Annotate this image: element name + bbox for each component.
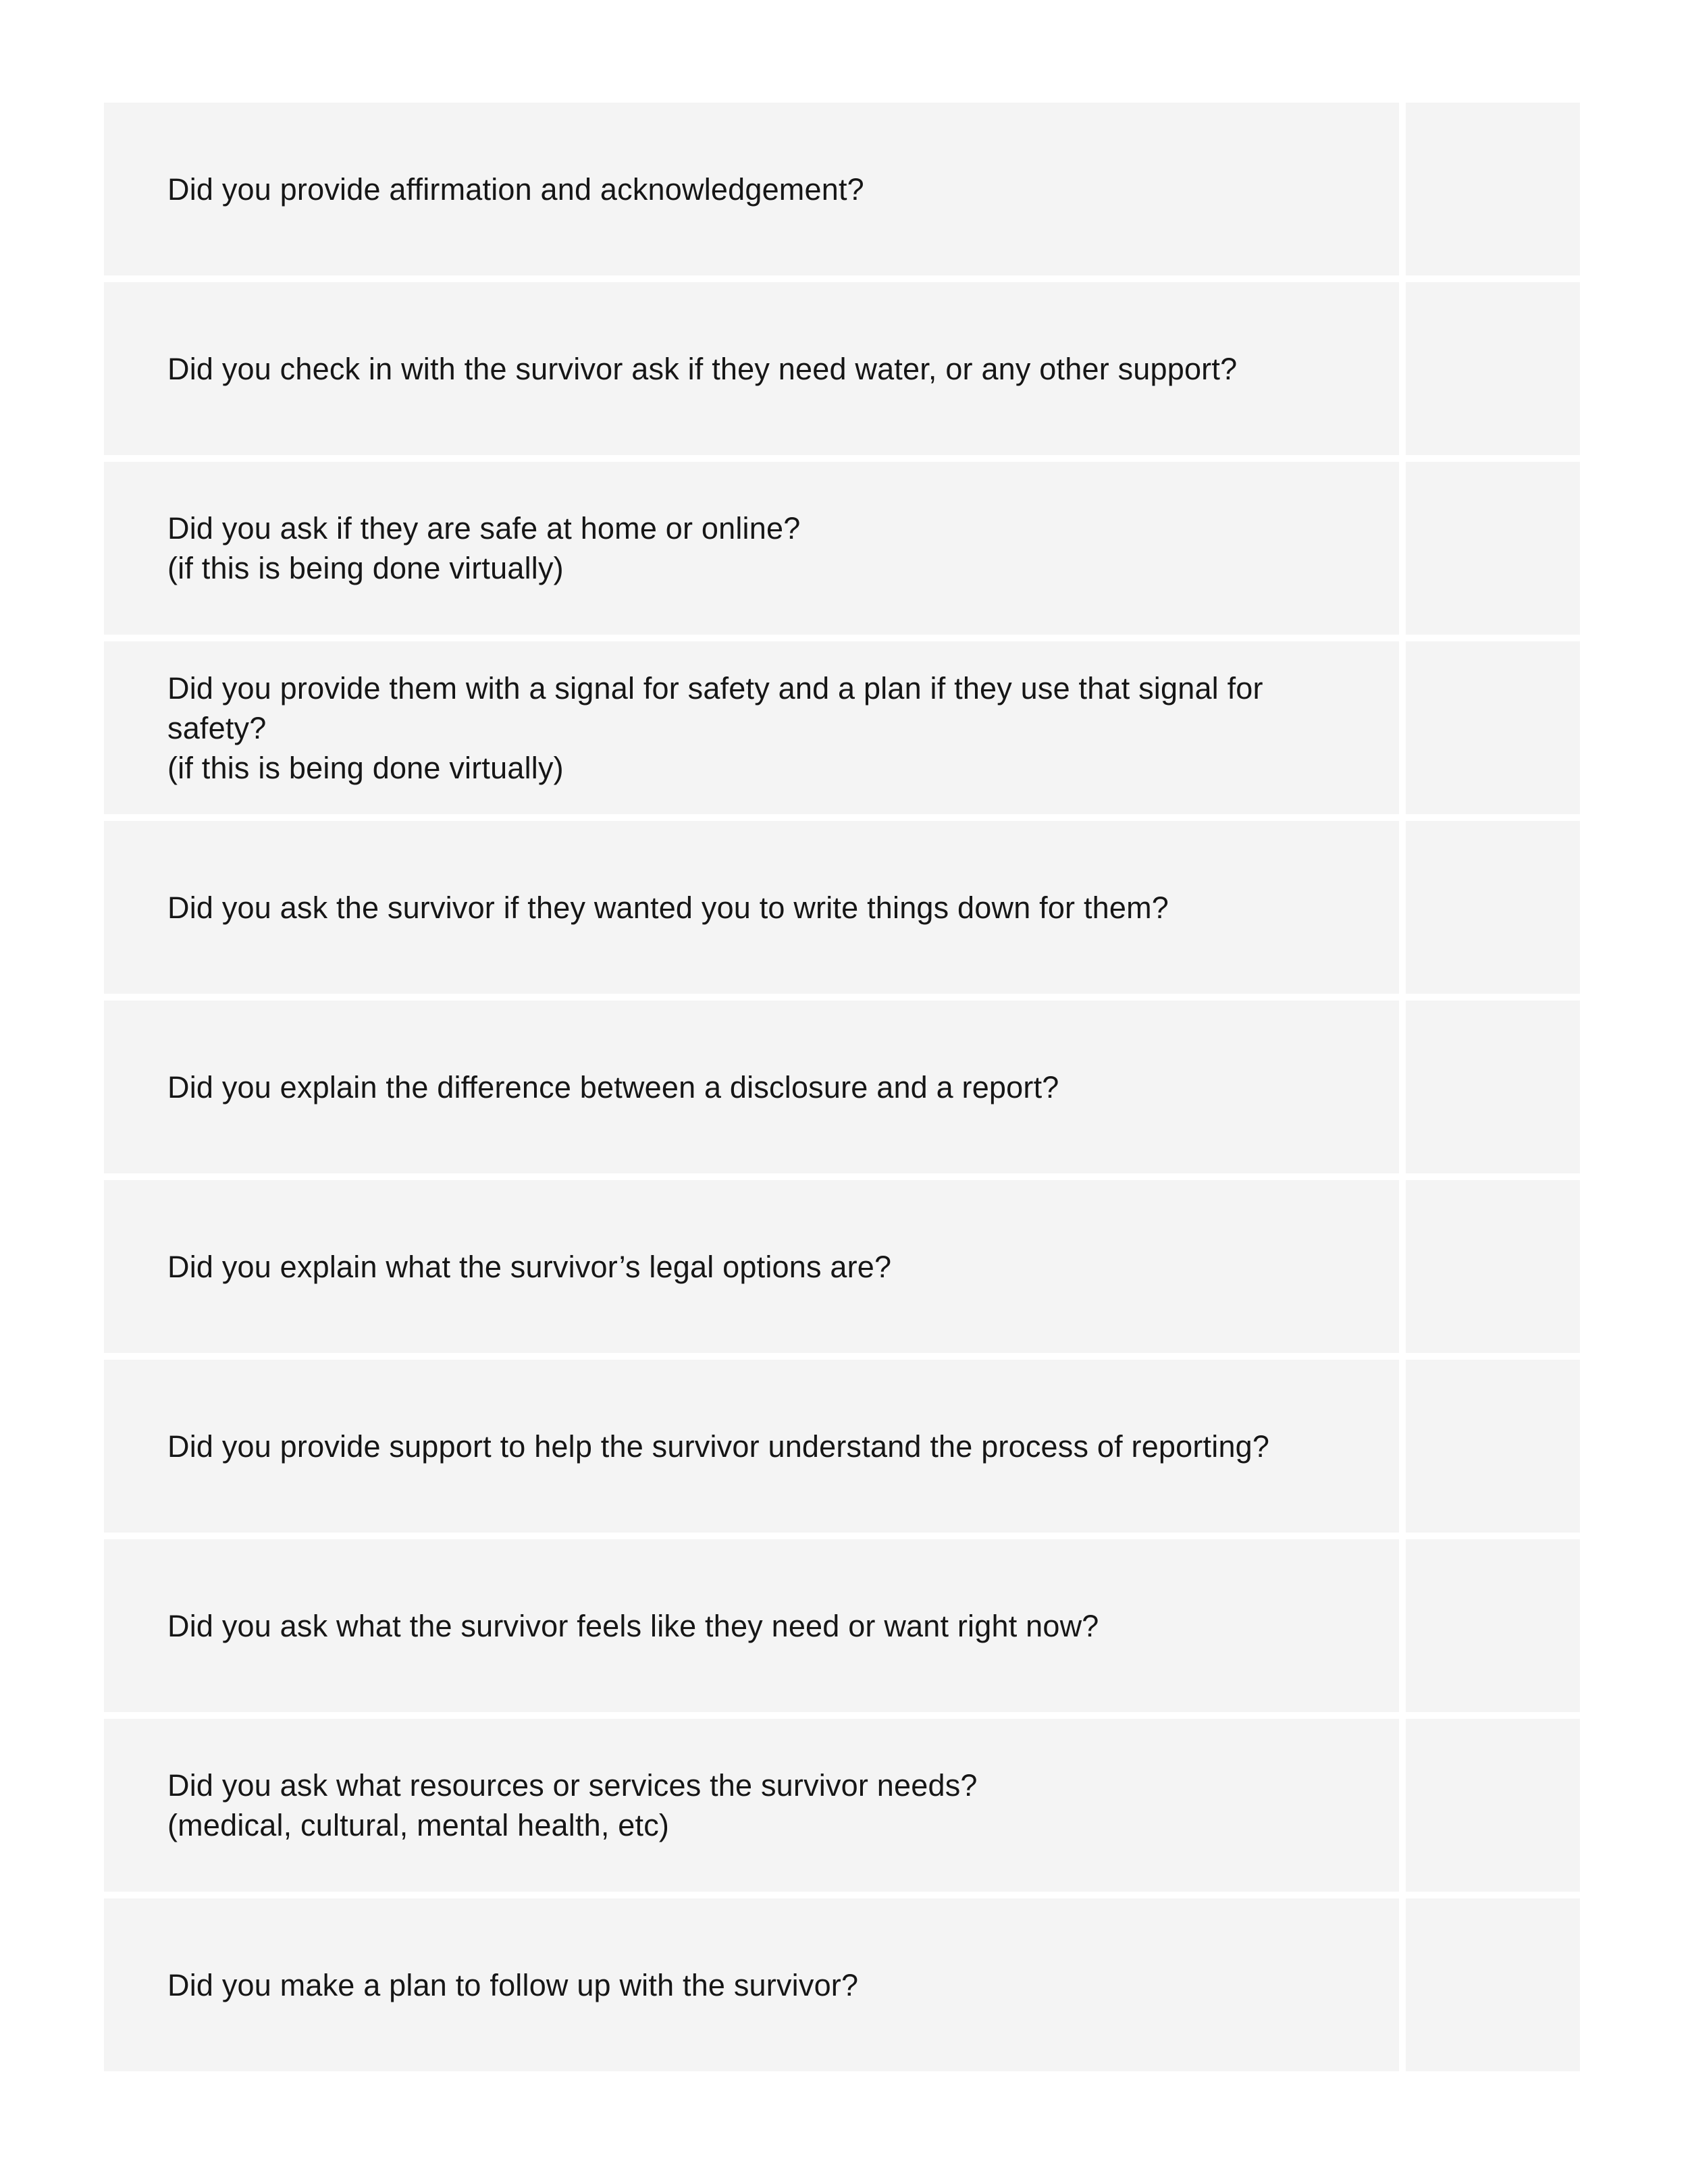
check-cell[interactable]	[1406, 1898, 1580, 2071]
check-cell[interactable]	[1406, 821, 1580, 994]
question-cell	[104, 1180, 1399, 1353]
question-text: Did you provide them with a signal for safety and a plan if they use that signal for safety?	[167, 670, 1263, 745]
check-cell[interactable]	[1406, 1001, 1580, 1173]
check-cell[interactable]	[1406, 103, 1580, 275]
check-cell[interactable]	[1406, 1719, 1580, 1892]
checklist-row	[104, 1898, 1580, 2071]
check-cell[interactable]	[1406, 641, 1580, 814]
question-text: Did you ask the survivor if they wanted you to write things down for them?	[167, 890, 1169, 925]
question-cell	[104, 641, 1399, 814]
question-note: (if this is being done virtually)	[167, 551, 564, 585]
checklist-row	[104, 821, 1580, 994]
question-note: (medical, cultural, mental health, etc)	[167, 1808, 670, 1842]
check-cell[interactable]	[1406, 1539, 1580, 1712]
checklist-table	[104, 103, 1580, 2071]
question-cell	[104, 282, 1399, 455]
question-text: Did you ask what resources or services the survivor needs?	[167, 1768, 978, 1803]
question-text: Did you explain the difference between a disclosure and a report?	[167, 1069, 1059, 1104]
checklist-row	[104, 1001, 1580, 1173]
question-text: Did you ask if they are safe at home or online?	[167, 511, 801, 545]
question-cell	[104, 1719, 1399, 1892]
question-text: Did you make a plan to follow up with the survivor?	[167, 1967, 859, 2002]
checklist-row	[104, 282, 1580, 455]
question-text: Did you provide support to help the survivor understand the process of reporting?	[167, 1429, 1270, 1464]
checklist-row	[104, 1719, 1580, 1892]
checklist-row	[104, 1180, 1580, 1353]
question-note: (if this is being done virtually)	[167, 750, 564, 785]
question-cell	[104, 103, 1399, 275]
question-cell	[104, 821, 1399, 994]
question-cell	[104, 1898, 1399, 2071]
question-cell	[104, 1001, 1399, 1173]
checklist-row	[104, 103, 1580, 275]
question-text: Did you provide affirmation and acknowledgement?	[167, 171, 864, 207]
check-cell[interactable]	[1406, 1180, 1580, 1353]
question-cell	[104, 462, 1399, 635]
check-cell[interactable]	[1406, 282, 1580, 455]
question-text: Did you check in with the survivor ask if they need water, or any other support?	[167, 351, 1238, 386]
checklist-row	[104, 641, 1580, 814]
check-cell[interactable]	[1406, 462, 1580, 635]
checklist-row	[104, 462, 1580, 635]
question-cell	[104, 1539, 1399, 1712]
question-cell	[104, 1360, 1399, 1533]
check-cell[interactable]	[1406, 1360, 1580, 1533]
checklist-row	[104, 1539, 1580, 1712]
question-text: Did you explain what the survivor’s legal options are?	[167, 1249, 892, 1284]
question-text: Did you ask what the survivor feels like they need or want right now?	[167, 1608, 1099, 1643]
checklist-row	[104, 1360, 1580, 1533]
